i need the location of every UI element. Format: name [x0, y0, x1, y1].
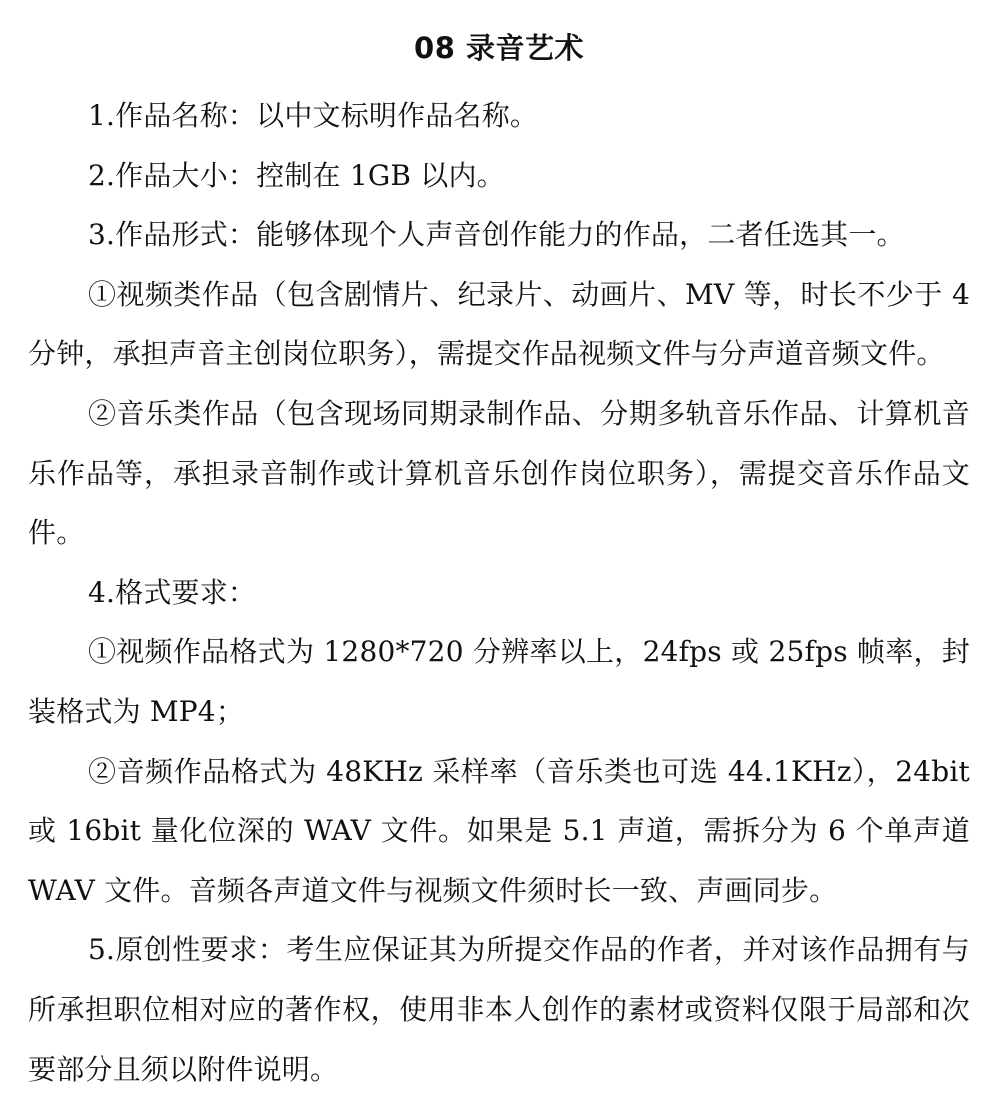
item-1-work-name: 1.作品名称：以中文标明作品名称。: [88, 99, 539, 132]
item-4-video-format: ①视频作品格式为 1280*720 分辨率以上，24fps 或 25fps 帧率，封装格式为 MP4；: [28, 635, 970, 728]
item-4-format-requirements: 4.格式要求：: [88, 575, 257, 609]
item-4-audio-format: ②音频作品格式为 48KHz 采样率（音乐类也可选 44.1KHz），24bit 或 16bit 量化位深的 WAV 文件。如果是 5.1 声道，需拆分为 6 个单声道 WAV 文件。音频各声道文件与视频文件须时长一致、声画同步。: [28, 754, 970, 907]
document-page: [28, 28, 970, 1099]
item-2-work-size: 2.作品大小：控制在 1GB 以内。: [88, 158, 505, 192]
item-5-originality: 5.原创性要求：考生应保证其为所提交作品的作者，并对该作品拥有与所承担职位相对应的著作权，使用非本人创作的素材或资料仅限于局部和次要部分且须以附件说明。: [28, 933, 970, 1086]
item-3-work-form: 3.作品形式：能够体现个人声音创作能力的作品，二者任选其一。: [88, 218, 905, 252]
item-3-music-works: ②音乐类作品（包含现场同期录制作品、分期多轨音乐作品、计算机音乐作品等，承担录音制作或计算机音乐创作岗位职务），需提交音乐作品文件。: [28, 396, 970, 550]
document-title: 08 录音艺术: [414, 31, 584, 65]
item-3-video-works: ①视频类作品（包含剧情片、纪录片、动画片、MV 等，时长不少于 4 分钟，承担声音主创岗位职务），需提交作品视频文件与分声道音频文件。: [28, 277, 970, 371]
